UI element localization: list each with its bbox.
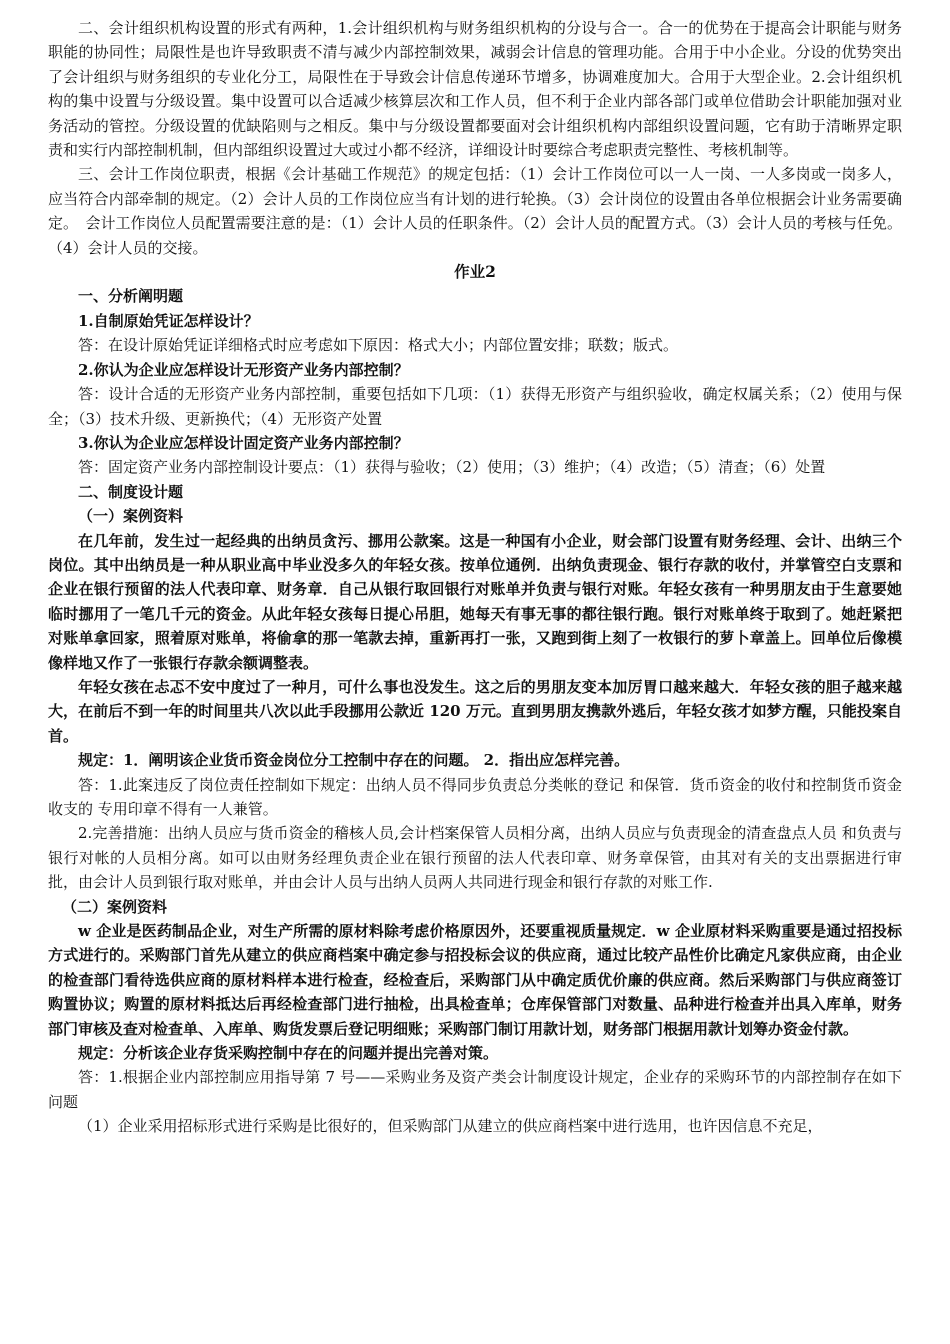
case-1-answer-2: 2.完善措施：出纳人员应与货币资金的稽核人员,会计档案保管人员相分离，出纳人员应与负责现金的清查盘点人员 和负责与银行对帐的人员相分离。如可以由财务经理负责企业在银行预留的法人代表印章、财务章保管，由其对有关的支出票据进行审批，由会计人员到银行取对账单，并由会计人员与出纳人员两人共同进行现金和银行存款的对账工作.	[48, 824, 902, 892]
case-2-paragraph: w 企业是医药制品企业，对生产所需的原材料除考虑价格原因外，还要重视质量规定．w 企业原材料采购重要是通过招投标方式进行的。采购部门首先从建立的供应商档案中确定参与招投标会议的供应商，通过比较产品性价比确定凡家供应商，由企业的检查部门看待选供应商的原材料样本进行检查，经检查后，采购部门从中确定质优价廉的供应商。然后采购部门与供应商签订购置协议；购置的原材料抵达后再经检查部门进行抽检，出具检查单；仓库保管部门对数量、品种进行检查并出具入库单，财务部门审核及查对检查单、入库单、购货发票后登记明细账；采购部门制订用款计划，财务部门根据用款计划筹办资金付款。	[48, 922, 902, 1038]
section-heading-design: 二、制度设计题	[78, 482, 184, 501]
case-1-requirement: 规定：1．阐明该企业货币资金岗位分工控制中存在的问题。 2．指出应怎样完善。	[78, 751, 630, 770]
section-heading-analysis: 一、分析阐明题	[78, 287, 184, 306]
answer-2: 答：设计合适的无形资产业务内部控制，重要包括如下几项：（1）获得无形资产与组织验收，确定权属关系；（2）使用与保全；（3）技术升级、更新换代；（4）无形资产处置	[48, 385, 902, 428]
question-3: 3.你认为企业应怎样设计固定资产业务内部控制？	[78, 433, 409, 452]
question-2: 2.你认为企业应怎样设计无形资产业务内部控制？	[78, 360, 409, 379]
paragraph-job-duties: 三、会计工作岗位职责，根据《会计基础工作规范》的规定包括：（1）会计工作岗位可以一人一岗、一人多岗或一岗多人，应当符合内部牵制的规定。（2）会计人员的工作岗位应当有计划的进行轮换。（3）会计岗位的设置由各单位根据会计业务需要确定。 会计工作岗位人员配置需要注意的是：（1）会计人员的任职条件。（2）会计人员的配置方式。（3）会计人员的考核与任免。（4）会计人员的交接。	[48, 165, 902, 257]
case-heading-1: （一）案例资料	[78, 507, 184, 526]
question-1: 1.自制原始凭证怎样设计？	[78, 311, 259, 330]
assignment-title: 作业2	[454, 262, 496, 282]
case-2-answer-intro: 答：1.根据企业内部控制应用指导第 7 号——采购业务及资产类会计制度设计规定，企业存的采购环节的内部控制存在如下问题	[48, 1068, 902, 1111]
case-heading-2: （二）案例资料	[62, 897, 168, 916]
case-1-paragraph-1: 在几年前，发生过一起经典的出纳员贪污、挪用公款案。这是一种国有小企业，财会部门设置有财务经理、会计、出纳三个岗位。其中出纳员是一种从职业高中毕业没多久的年轻女孩。按单位通例．出纳负责现金、银行存款的收付，并掌管空白支票和企业在银行预留的法人代表印章、财务章．自己从银行取回银行对账单并负责与银行对账。年轻女孩有一种男朋友由于生意要她临时挪用了一笔几千元的资金。从此年轻女孩每日提心吊胆，她每天有事无事的都往银行跑。银行对账单终于取到了。她赶紧把对账单拿回家，照着原对账单，将偷拿的那一笔款去掉，重新再打一张，又跑到街上刻了一枚银行的萝卜章盖上。回单位后像模像样地又作了一张银行存款余额调整表。	[48, 531, 902, 672]
case-1-paragraph-2: 年轻女孩在忐忑不安中度过了一种月，可什么事也没发生。这之后的男朋友变本加厉胃口越来越大．年轻女孩的胆子越来越大，在前后不到一年的时间里共八次以此手段挪用公款近 120 万元。直到男朋友携款外逃后，年轻女孩才如梦方醒，只能投案自首。	[48, 677, 902, 745]
answer-3: 答：固定资产业务内部控制设计要点：（1）获得与验收；（2）使用；（3）维护；（4）改造；（5）清查；（6）处置	[78, 458, 826, 477]
answer-1: 答：在设计原始凭证详细格式时应考虑如下原因：格式大小；内部位置安排；联数；版式。	[78, 336, 679, 355]
case-1-answer-1: 答：1.此案违反了岗位责任控制如下规定：出纳人员不得同步负责总分类帐的登记 和保管．货币资金的收付和控制货币资金收支的 专用印章不得有一人兼管。	[48, 775, 902, 818]
case-2-answer-point-1: （1）企业采用招标形式进行采购是比很好的，但采购部门从建立的供应商档案中进行选用，也许因信息不充足，	[78, 1117, 823, 1136]
case-2-requirement: 规定：分析该企业存货采购控制中存在的问题并提出完善对策。	[78, 1044, 499, 1063]
paragraph-org-structure: 二、会计组织机构设置的形式有两种，1.会计组织机构与财务组织机构的分设与合一。合一的优势在于提高会计职能与财务职能的协同性；局限性是也许导致职责不清与减少内部控制效果，减弱会计信息的管理功能。合用于中小企业。分设的优势突出了会计组织与财务组织的专业化分工，局限性在于导致会计信息传递环节增多，协调难度加大。合用于大型企业。2.会计组织机构的集中设置与分级设置。集中设置可以合适减少核算层次和工作人员，但不利于企业内部各部门或单位借助会计职能加强对业务活动的管控。分级设置的优缺陷则与之相反。集中与分级设置都要面对会计组织机构内部组织设置问题，它有助于清晰界定职责和实行内部控制机制，但内部组织设置过大或过小都不经济，详细设计时要综合考虑职责完整性、考核机制等。	[48, 19, 902, 160]
